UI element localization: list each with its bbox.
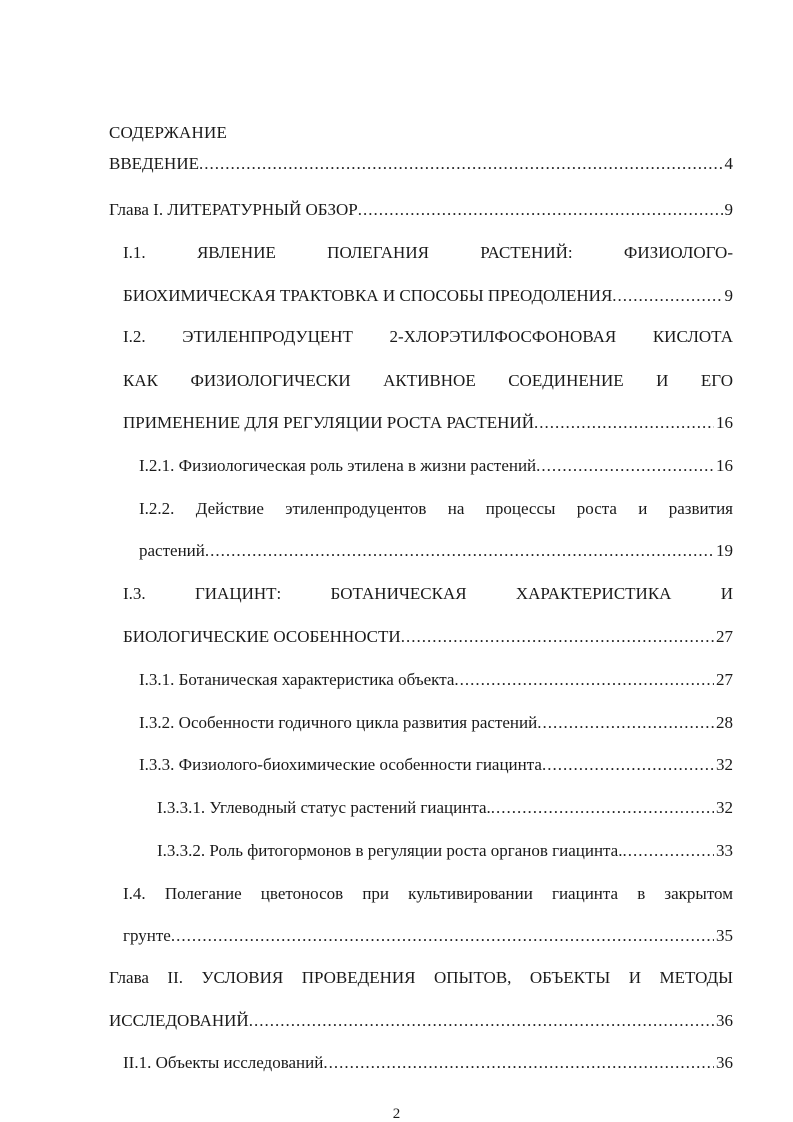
dot-leader — [323, 1051, 714, 1075]
toc-entry-1-4-line1[interactable] — [123, 882, 733, 906]
toc-entry-1-3-3-1[interactable] — [157, 796, 733, 820]
toc-entry-page: 19 — [716, 541, 733, 560]
toc-entry-title: БИОХИМИЧЕСКАЯ ТРАКТОВКА И СПОСОБЫ ПРЕОДОЛЕНИЯ — [123, 286, 613, 305]
toc-entry-1-2-line2[interactable] — [123, 369, 733, 393]
toc-entry-page: 9 — [724, 200, 733, 219]
toc-entry-page: 36 — [716, 1011, 733, 1030]
toc-entry-title: I.3.2. Особенности годичного цикла развития растений — [139, 713, 538, 732]
toc-entry-1-3-3[interactable] — [139, 753, 733, 777]
toc-entry-1-3-1[interactable] — [139, 668, 733, 692]
toc-entry-chapter-2-line1[interactable] — [109, 966, 733, 990]
toc-entry-page: 36 — [716, 1053, 733, 1072]
toc-entry-page: 9 — [724, 286, 733, 305]
dot-leader — [542, 753, 714, 777]
toc-entry-title: ПРИМЕНЕНИЕ ДЛЯ РЕГУЛЯЦИИ РОСТА РАСТЕНИЙ — [123, 413, 535, 432]
toc-entry-1-2-line3[interactable] — [123, 411, 733, 435]
toc-entry-1-2-2-line2[interactable] — [139, 539, 733, 563]
toc-entry-page: 27 — [716, 627, 733, 646]
toc-entry-title: Глава II. УСЛОВИЯ ПРОВЕДЕНИЯ ОПЫТОВ, ОБЪЕКТЫ И МЕТОДЫ — [109, 968, 733, 987]
toc-entry-1-2-1[interactable] — [139, 454, 733, 478]
toc-entry-title: КАК ФИЗИОЛОГИЧЕСКИ АКТИВНОЕ СОЕДИНЕНИЕ И ЕГО — [123, 371, 733, 390]
toc-entry-1-2-2-line1[interactable] — [139, 497, 733, 521]
toc-entry-1-4-line2[interactable] — [123, 924, 733, 948]
toc-entry-title: ВВЕДЕНИЕ — [109, 154, 199, 173]
dot-leader — [249, 1009, 714, 1033]
dot-leader — [171, 924, 714, 948]
toc-entry-title: растений — [139, 541, 205, 560]
dot-leader — [534, 411, 714, 435]
toc-entry-title: I.3.3.2. Роль фитогормонов в регуляции роста органов гиацинта. — [157, 841, 623, 860]
toc-entry-title: I.3. ГИАЦИНТ: БОТАНИЧЕСКАЯ ХАРАКТЕРИСТИКА И — [123, 584, 733, 603]
toc-entry-title: I.2.2. Действие этиленпродуцентов на процессы роста и развития — [139, 499, 733, 518]
toc-entry-2-1[interactable] — [123, 1051, 733, 1075]
toc-entry-1-3-line2[interactable] — [123, 625, 733, 649]
toc-entry-page: 35 — [716, 926, 733, 945]
toc-entry-title: I.4. Полегание цветоносов при культивировании гиацинта в закрытом — [123, 884, 733, 903]
toc-entry-page: 4 — [724, 154, 733, 173]
toc-entry-title: ИССЛЕДОВАНИЙ — [109, 1011, 249, 1030]
dot-leader — [358, 198, 723, 222]
toc-entry-title: I.3.3.1. Углеводный статус растений гиацинта. — [157, 798, 491, 817]
toc-entry-title: I.3.3. Физиолого-биохимические особенности гиацинта — [139, 755, 542, 774]
dot-leader — [491, 796, 714, 820]
toc-entry-page: 33 — [716, 841, 733, 860]
toc-entry-page: 16 — [716, 413, 733, 432]
toc-entry-title: Глава I. ЛИТЕРАТУРНЫЙ ОБЗОР — [109, 200, 358, 219]
toc-entry-page: 32 — [716, 798, 733, 817]
toc-entry-page: 28 — [716, 713, 733, 732]
toc-entry-title: II.1. Объекты исследований — [123, 1053, 324, 1072]
toc-entry-page: 32 — [716, 755, 733, 774]
toc-entry-1-3-line1[interactable] — [123, 582, 733, 606]
toc-entry-title: I.2. ЭТИЛЕНПРОДУЦЕНТ 2-ХЛОРЭТИЛФОСФОНОВАЯ КИСЛОТА — [123, 327, 733, 346]
toc-entry-1-3-3-2[interactable] — [157, 839, 733, 863]
dot-leader — [612, 284, 722, 308]
toc-entry-page: 27 — [716, 670, 733, 689]
dot-leader — [199, 152, 723, 176]
dot-leader — [622, 839, 714, 863]
page-number: 2 — [392, 1106, 401, 1122]
toc-entry-1-2-line1[interactable] — [123, 325, 733, 349]
toc-entry-1-3-2[interactable] — [139, 711, 733, 735]
toc-entry-chapter-1[interactable] — [109, 198, 733, 222]
toc-entry-title: I.2.1. Физиологическая роль этилена в жизни растений — [139, 456, 537, 475]
toc-heading: СОДЕРЖАНИЕ — [109, 123, 228, 142]
dot-leader — [536, 454, 714, 478]
toc-entry-1-1-line1[interactable] — [123, 241, 733, 265]
dot-leader — [401, 625, 714, 649]
toc-entry-title: I.1. ЯВЛЕНИЕ ПОЛЕГАНИЯ РАСТЕНИЙ: ФИЗИОЛОГО- — [123, 243, 733, 262]
toc-entry-page: 16 — [716, 456, 733, 475]
dot-leader — [454, 668, 714, 692]
toc-entry-title: I.3.1. Ботаническая характеристика объекта — [139, 670, 455, 689]
toc-entry-chapter-2-line2[interactable] — [109, 1009, 733, 1033]
toc-entry-introduction[interactable] — [109, 152, 733, 176]
dot-leader — [537, 711, 714, 735]
toc-entry-title: БИОЛОГИЧЕСКИЕ ОСОБЕННОСТИ — [123, 627, 401, 646]
dot-leader — [205, 539, 714, 563]
toc-entry-1-1-line2[interactable] — [123, 284, 733, 308]
toc-entry-title: грунте — [123, 926, 171, 945]
